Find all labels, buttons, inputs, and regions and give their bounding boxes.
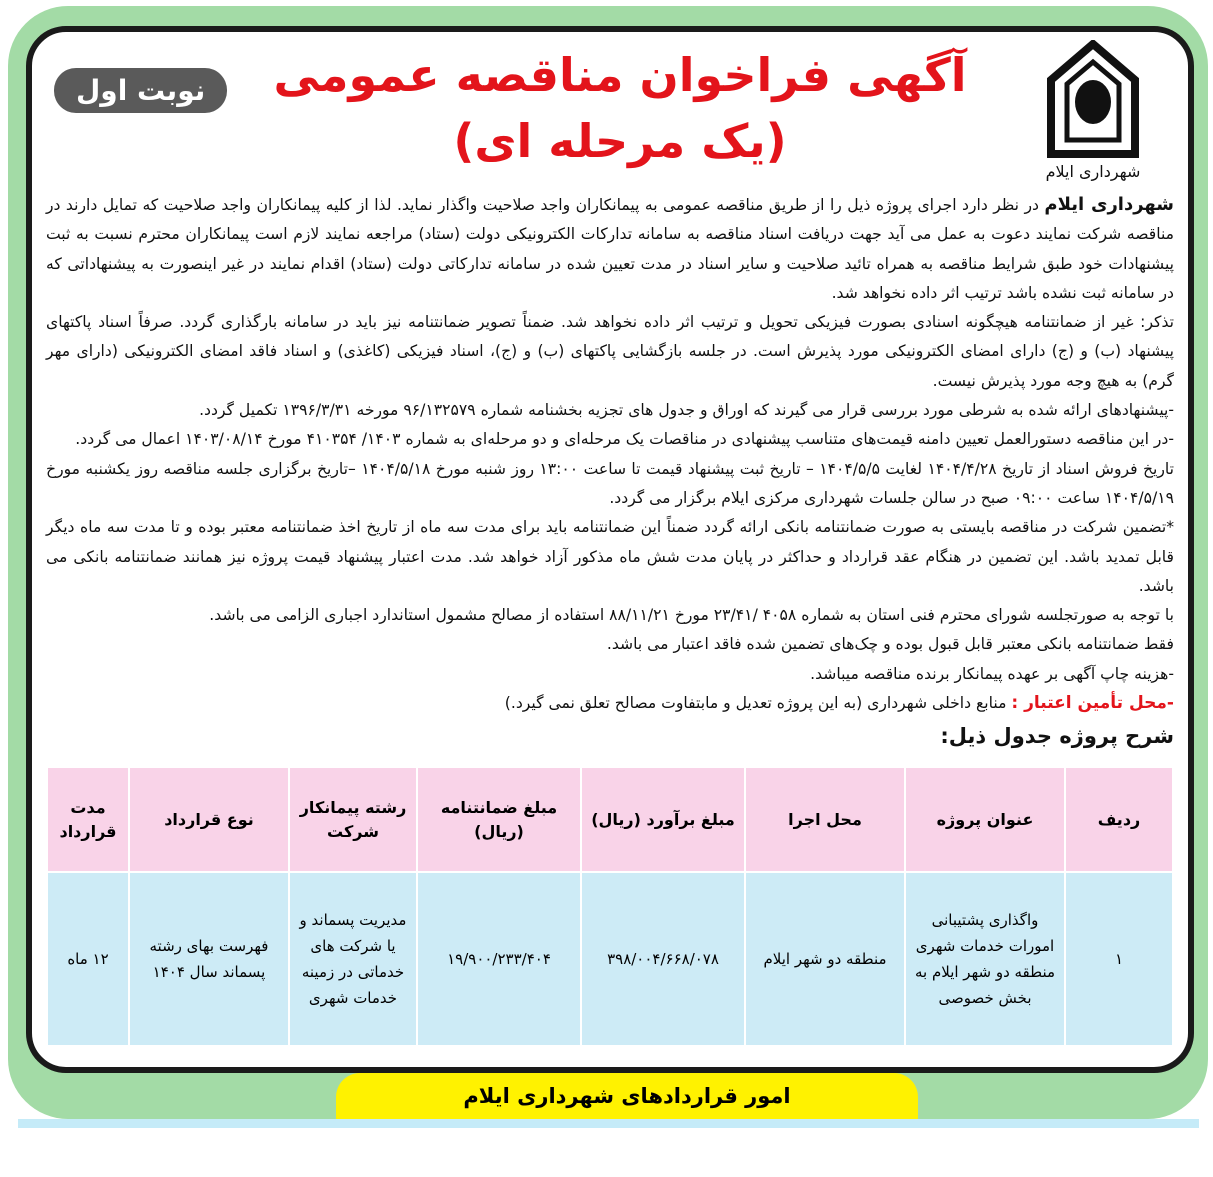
notice-header (46, 32, 1174, 190)
org-name: شهرداری ایلام (1044, 194, 1174, 215)
bottom-strip (18, 1119, 1199, 1128)
col-header-location: محل اجرا (746, 768, 904, 871)
title-line-1: آگهی فراخوان مناقصه عمومی (273, 48, 967, 102)
circular-paragraph: -پیشنهادهای ارائه شده به شرطی مورد بررسی قرار می گیرند که اوراق و جدول های تجزیه بخشنامه شماره ۹۶/۱۳۲۵۷۹ مورخه ۱۳۹۶/۳/۳۱ تکمیل گردد. (199, 401, 1174, 420)
project-table (46, 766, 1174, 1047)
funding-label: -محل تأمین اعتبار : (1011, 693, 1174, 714)
notice-body (46, 190, 1174, 752)
guarantee-paragraph: *تضمین شرکت در مناقصه بایستی به صورت ضمانتنامه بانکی ارائه گردد ضمناً این ضمانتنامه باید برای مدت سه ماه از تاریخ اخذ ضمانتنامه معتبر بوده و تا مدت سه ماه دیگر قابل تمدید باشد. این تضمین در هنگام عقد قرارداد و حداکثر در پایان مدت شش ماه مذکور آزاد خواهد شد. مدت اعتبار پیشنهاد قیمت پروژه نیز همانند ضمانتنامه بانکی می باشد. (46, 518, 1174, 595)
note-paragraph: تذکر: غیر از ضمانتنامه هیچگونه اسنادی بصورت فیزیکی تحویل و ترتیب اثر داده نخواهد شد. ضمناً تصویر ضمانتنامه نیز باید در سامانه بارگذاری گردد. صرفاً اسناد پاکتهای پیشنهاد (ب) و (ج) دارای امضای الکترونیکی مورد پذیرش است. در جلسه بازگشایی پاکتهای (ب) و (ج)، اسناد فیزیکی (کاغذی) و اسناد فاقد امضای الکترونیکی (دارای مهر گرم) به هیچ وجه مورد پذیرش نیست. (46, 313, 1174, 390)
intro-text: در نظر دارد اجرای پروژه ذیل را از طریق مناقصه عمومی به پیمانکاران واجد صلاحیت واگذار نماید. لذا از کلیه پیمانکاران واجد صلاحیت که تمایل دارند در مناقصه شرکت نمایند دعوت به عمل می آید جهت دریافت اسناد مناقصه به سامانه تدارکات الکترونیکی دولت (ستاد) مراجعه نمایند لازم است پیمانکاران محترم نسبت به ثبت پیشنهادات خود طبق شرایط مناقصه به همراه تائید صلاحیت و سایر اسناد در مدت تعیین شده در سامانه تدارکاتی دولت (ستاد) اقدام نمایند در غیر اینصورت به پیشنهاداتی که در سامانه ثبت نشده باشد ترتیب اثر داده نخواهد شد. (46, 196, 1174, 302)
col-header-contractor-field: رشته پیمانکار شرکت (290, 768, 416, 871)
table-heading: شرح پروژه جدول ذیل: (940, 724, 1174, 749)
col-header-estimate: مبلغ برآورد (ریال) (582, 768, 744, 871)
col-header-guarantee: مبلغ ضمانتنامه (ریال) (418, 768, 580, 871)
cell-estimate: ۳۹۸/۰۰۴/۶۶۸/۰۷۸ (582, 873, 744, 1045)
cell-duration: ۱۲ ماه (48, 873, 128, 1045)
intro-paragraph (46, 190, 1174, 308)
dates-paragraph: تاریخ فروش اسناد از تاریخ ۱۴۰۴/۴/۲۸ لغایت ۱۴۰۴/۵/۵ – تاریخ ثبت پیشنهاد قیمت تا ساعت ۱۳:۰۰ روز شنبه مورخ ۱۴۰۴/۵/۱۸ –تاریخ برگزاری جلسه مناقصه روز یکشنبه مورخ ۱۴۰۴/۵/۱۹ ساعت ۰۹:۰۰ صبح در سالن جلسات شهرداری مرکزی ایلام برگزار می گردد. (46, 459, 1174, 507)
print-cost-paragraph: -هزینه چاپ آگهی بر عهده پیمانکار برنده مناقصه میباشد. (810, 664, 1174, 683)
funding-text: منابع داخلی شهرداری (به این پروژه تعدیل و مابتفاوت مصالح تعلق نمی گیرد.) (504, 694, 1012, 713)
title-line-2: (یک مرحله ای) (453, 114, 787, 168)
col-header-project-title: عنوان پروژه (906, 768, 1064, 871)
footer-area (26, 1073, 1194, 1119)
cell-guarantee: ۱۹/۹۰۰/۲۳۳/۴۰۴ (418, 873, 580, 1045)
cell-contract-type: فهرست بهای رشته پسماند سال ۱۴۰۴ (130, 873, 288, 1045)
cell-contractor-field: مدیریت پسماند و یا شرکت های خدماتی در زمینه خدمات شهری (290, 873, 416, 1045)
bank-guarantee-paragraph: فقط ضمانتنامه بانکی معتبر قابل قبول بوده و چک‌های تضمین شده فاقد اعتبار می باشد. (606, 635, 1174, 654)
outer-green-border (8, 6, 1208, 1119)
notice-frame (26, 26, 1194, 1073)
col-header-duration: مدت قرارداد (48, 768, 128, 871)
standards-paragraph: با توجه به صورتجلسه شورای محترم فنی استان به شماره ۴۰۵۸ /۲۳/۴۱ مورخ ۸۸/۱۱/۲۱ استفاده از مصالح مشمول استاندارد اجباری الزامی می باشد. (209, 606, 1174, 625)
cell-location: منطقه دو شهر ایلام (746, 873, 904, 1045)
cell-row-number: ۱ (1066, 873, 1172, 1045)
contracts-department-footer: امور قراردادهای شهرداری ایلام (336, 1073, 918, 1119)
funding-paragraph (46, 689, 1174, 718)
first-publication-badge: نوبت اول (54, 68, 227, 113)
page-title (246, 42, 994, 174)
house-logo-icon (1047, 40, 1139, 158)
cell-project-title: واگذاری پشتیبانی امورات خدمات شهری منطقه دو شهر ایلام به بخش خصوصی (906, 873, 1064, 1045)
table-row (48, 873, 1172, 1045)
table-header-row (48, 768, 1172, 871)
price-range-paragraph: -در این مناقصه دستورالعمل تعیین دامنه قیمت‌های متناسب پیشنهادی در مناقصات یک مرحله‌ای و دو مرحله‌ای به شماره ۱۴۰۳/ ۴۱۰۳۵۴ مورخ ۱۴۰۳/۰۸/۱۴ اعمال می گردد. (75, 430, 1174, 449)
col-header-contract-type: نوع قرارداد (130, 768, 288, 871)
logo-caption: شهرداری ایلام (1045, 162, 1141, 181)
col-header-row-number: ردیف (1066, 768, 1172, 871)
municipality-logo (1028, 40, 1158, 181)
